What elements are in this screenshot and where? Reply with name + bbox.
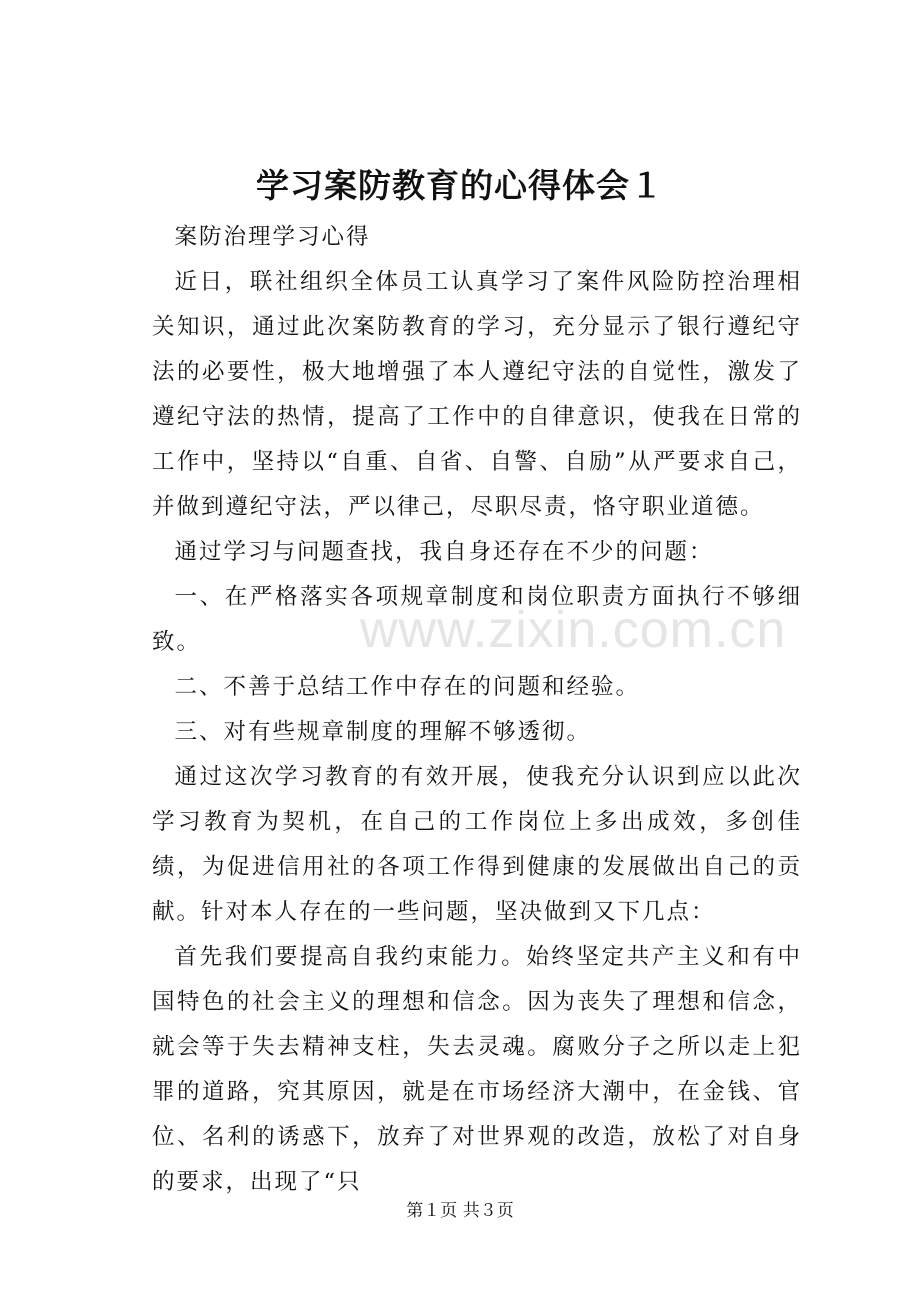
paragraph-8: 首先我们要提高自我约束能力。始终坚定共产主义和有中国特色的社会主义的理想和信念。因为丧失了理想和信念，就会等于失去精神支柱，失去灵魂。腐败分子之所以走上犯罪的道路，究其原因，就是在市场经济大潮中，在金钱、官位、名利的诱惑下，放弃了对世界观的改造，放松了对自身的要求，出现了“只 [152, 944, 802, 1195]
paragraph-6: 三、对有些规章制度的理解不够透彻。 [174, 719, 592, 745]
paragraph-7: 通过这次学习教育的有效开展，使我充分认识到应以此次学习教育为契机，在自己的工作岗位上多出成效，多创佳绩，为促进信用社的各项工作得到健康的发展做出自己的贡献。针对本人存在的一些问题，坚决做到又下几点： [152, 764, 802, 925]
document-body [152, 215, 802, 1205]
paragraph-3: 通过学习与问题查找，我自身还存在不少的问题： [174, 539, 714, 565]
document-title: 学习案防教育的心得体会１ [256, 166, 664, 205]
paragraph-2: 近日，联社组织全体员工认真学习了案件风险防控治理相关知识，通过此次案防教育的学习，充分显示了银行遵纪守法的必要性，极大地增强了本人遵纪守法的自觉性，激发了遵纪守法的热情，提高了工作中的自律意识，使我在日常的工作中，坚持以“自重、自省、自警、自励”从严要求自己，并做到遵纪守法，严以律己，尽职尽责，恪守职业道德。 [152, 269, 802, 520]
page-footer: 第１页 共３页 [406, 1201, 514, 1221]
paragraph-1: 案防治理学习心得 [174, 224, 371, 250]
paragraph-4: 一、在严格落实各项规章制度和岗位职责方面执行不够细致。 [152, 584, 802, 655]
watermark: www.zixin.com.cn [360, 601, 787, 659]
paragraph-5: 二、不善于总结工作中存在的问题和经验。 [174, 674, 641, 700]
